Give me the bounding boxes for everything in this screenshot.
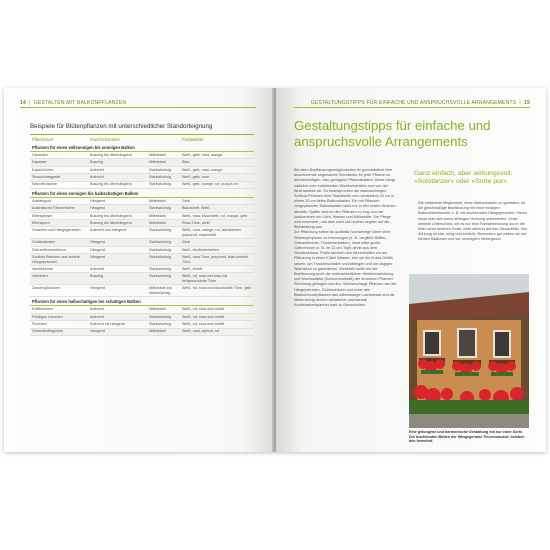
- column-header-plant: Pflanzenart: [32, 137, 54, 142]
- cell-plant: Gelandenbegonien: [32, 329, 64, 334]
- body-paragraph: Zur Pflanzung selbst ist qualitativ hochwertige Ware ohne Stresssymptome zu bevorzugen (z. B. vergilbte Blätter, Grauschimmel, Trockenschäden). Ideal wäre große Gärtnerware (z. B. im 12-cm-Topf) direkt aus dem Gewächshaus. Profis tauchen den Wurzelballen vor der Pflanzung in einen Kübel Wasser, ehe sie ihn in das Gefäß setzen, um Trockenschäden vorzubeugen und um zügiges Wachstum zu garantieren. Weiterhin sollte bei der Bepflanzung auch der unterschiedlichen Weiterentwicklung und Wuchsstärke (Konkurrenzkraft) der einzelnen Pflanzen Rechnung getragen werden. Starkwüchsige Pflanzen wie die Hängepetunien, Goldzweizahn und unter den Blattschmuckpflanzen das silberlaubige Lakritzkraut und die Mottenkönig drohen schwächer wachsende Kombinationspartner bald zu überwuchern.: [294, 230, 397, 308]
- cell-vigor: Starkwüchsig: [149, 266, 171, 271]
- cell-colors: Weiß, gelb, rosa, orange: [182, 167, 223, 172]
- cell-vigor: Mittelstark: [149, 160, 166, 165]
- right-chapter-title: GESTALTUNGSTIPPS FÜR EINFACHE UND ANSPRUCHSVOLLE ARRANGEMENTS: [310, 100, 517, 106]
- cell-plant: Kapaster: [32, 160, 47, 165]
- table-section-heading: Pflanzen für einen halbschattigen bis schattigen Balkon: [30, 297, 254, 306]
- left-page-number: 14: [20, 100, 26, 106]
- cell-growth: Aufrecht bis hängend: [90, 322, 125, 327]
- cell-growth: Buschig bis überhängend: [90, 213, 132, 218]
- cell-vigor: Mittelstark: [149, 307, 166, 312]
- cell-growth: Aufrecht: [90, 307, 104, 312]
- cell-plant: Gazanien: [32, 152, 48, 157]
- cell-colors: Weiß, violett: [182, 266, 203, 271]
- table-row: [30, 329, 254, 336]
- cell-growth: Hängend: [90, 206, 105, 211]
- cell-plant: Elfensporn: [32, 220, 50, 225]
- cell-growth: Buschig bis überhängend: [90, 182, 132, 187]
- right-running-header: GESTALTUNGSTIPPS FÜR EINFACHE UND ANSPRUCHSVOLLE ARRANGEMENTS | 15: [310, 100, 530, 106]
- table-top-rule: [30, 134, 254, 135]
- left-header-rule: [20, 107, 256, 108]
- cell-vigor: Starkwüchsig: [149, 314, 171, 319]
- cell-plant: Schneeflockenblume: [32, 247, 67, 252]
- cell-plant: Vanilleblume: [32, 266, 53, 271]
- table-row: [30, 174, 254, 181]
- table-row: [30, 266, 254, 273]
- left-chapter-title: GESTALTEN MIT BALKONPFLANZEN: [33, 100, 127, 106]
- table-row: [30, 198, 254, 205]
- cell-colors: Weiß, rot, rosa und violett: [182, 314, 224, 319]
- table-row: [30, 321, 254, 328]
- table-row: [30, 285, 254, 297]
- cell-colors: Weiß, rosa Töne, purpurrot, blau-violette Töne: [182, 254, 249, 264]
- cell-vigor: Starkwüchsig: [149, 322, 171, 327]
- cell-vigor: Mittelstark: [149, 220, 166, 225]
- cell-colors: Weiß, bis fliederfarben: [182, 247, 219, 252]
- table-row: [30, 254, 254, 266]
- page-heading: Gestaltungstipps für einfache und anspruchsvolle Arrangements: [294, 118, 491, 149]
- cell-vigor: Mittelstark: [149, 329, 166, 334]
- cell-colors: Blauviolett, Weiß: [182, 206, 210, 211]
- cell-plant: Geranien und Hängegeranien: [32, 228, 81, 233]
- table-row: [30, 167, 254, 174]
- cell-plant: Fuchsien: [32, 322, 47, 327]
- cell-plant: Elfenspiegel: [32, 213, 53, 218]
- table-row: [30, 205, 254, 212]
- table-row: [30, 182, 254, 189]
- cell-colors: Weiß, rot, rosa und violett: [182, 322, 224, 327]
- cell-growth: Aufrecht: [90, 167, 104, 172]
- cell-plant: Goldzweizahn: [32, 240, 56, 245]
- section-subheading: Ganz einfach, aber wirkungsvoll: »Solotänzer« oder »Sorte pur«: [414, 170, 513, 185]
- cell-plant: Zauberglöckchen: [32, 286, 61, 291]
- cell-vigor: Starkwüchsig: [149, 247, 171, 252]
- right-page: [276, 88, 546, 452]
- cell-plant: Wandelröschen: [32, 182, 58, 187]
- cell-growth: Buschig bis überhängend: [90, 152, 132, 157]
- photo-caption: Eine gelungene und harmonische Gestaltung mit nur einer Sorte. Die leuchtenden Blüten der Hängegeranie 'Feuercascade' beleben den Innenhof.: [409, 430, 525, 444]
- cell-colors: Blau: [182, 160, 190, 165]
- right-header-rule: [294, 107, 530, 108]
- table-row: [30, 159, 254, 166]
- cell-growth: Hängend: [90, 254, 105, 259]
- cell-colors: Weiß, rot, rosa und blauviolette Töne, gelb: [182, 286, 252, 291]
- cell-growth: Aufrecht: [90, 266, 104, 271]
- cell-plant: Edellieschen: [32, 307, 53, 312]
- cell-colors: Weiß, rot, rosa und violett: [182, 307, 224, 312]
- cell-vigor: Starkwüchsig: [149, 274, 171, 279]
- left-page: [4, 88, 274, 452]
- cell-growth: Hängend: [90, 247, 105, 252]
- cell-plant: Adelaingold: [32, 198, 52, 203]
- cell-growth: Hängend: [90, 198, 105, 203]
- body-paragraph: Bei allen Bepflanzungsmöglichkeiten ist grundsätzlich eine ausreichende sogenannte Standweite für jede Pflanze zu berücksichtigen, also genügend Pflanzabstand. Diese hängt natürlich vom individuellen Wuchscharakter und von der Wuchsstärke ab. So beanspruchen die starkwüchsigen Surfinia-Petunien eine Standweite von mindestens 20 cm in einem 20 cm tiefen Balkonkasten. Ein mit Pflanzen vollgepflanzter Balkonkasten wirkt nur in den ersten Wochen attraktiv. Später wird es den Pflanzen zu eng, und sie konkurrieren um Licht, Wasser und Nährstoffe. Die Pflege wird erschwert, und dies wirkt sich zuletzt negativ auf die Blühleistung aus.: [294, 168, 396, 230]
- cell-growth: Hängend: [90, 240, 105, 245]
- table-row: [30, 247, 254, 254]
- table-row: [30, 239, 254, 246]
- cell-vigor: Starkwüchsig: [149, 206, 171, 211]
- cell-vigor: Starkwüchsig: [149, 175, 171, 180]
- cell-growth: Buschig: [90, 160, 104, 165]
- table-row: [30, 220, 254, 227]
- cell-colors: Weiß, gelb, orange, rot, purpur-rot: [182, 182, 238, 187]
- cell-plant: Kapkörbchen: [32, 167, 54, 172]
- table-section-heading: Pflanzen für einen sonnigen bis halbschattigen Balkon: [30, 189, 254, 198]
- cell-colors: Weiß, rosa, orange, rot, lachsfarben, purpurrot, rosaviolett: [182, 228, 242, 237]
- plant-table: [30, 143, 254, 336]
- cell-plant: Fleißiges Lieschen: [32, 314, 63, 319]
- cell-plant: Australische Fächerblume: [32, 206, 75, 211]
- cell-colors: Weiß, rosa, apricot, rot: [182, 329, 220, 334]
- cell-growth: Buschig: [90, 274, 104, 279]
- cell-plant: Verbenen: [32, 274, 48, 279]
- cell-colors: Weiß, gelb, rosa: [182, 175, 209, 180]
- right-page-number: 15: [524, 100, 530, 106]
- cell-vigor: Starkwüchsig: [149, 240, 171, 245]
- side-text: Die einfachste Möglichkeit, einen Balkonkasten zu gestalten, ist die gleichmäßige Bepflanzung mit einer einzigen Balkonblumensorte z. B. mit leuchtenden Hängegeranien. Hierzu muss man sich keine strengen Ordnung unterwerfen. Jeder kleinste Unterschied, sei es nur eine Farbabweichung durch die Wahl einer anderen Sorte, wirkt störend auf das Gesamtbild. Ihre Wirkung ist klar, ruhig und schlicht. Besonders gut wirken sie auf kleinen Balkonen und vor unruhigem Hintergrund.: [418, 201, 528, 242]
- cell-colors: Gelb: [182, 240, 190, 245]
- table-row: [30, 273, 254, 285]
- cell-vigor: Starkwüchsig: [149, 167, 171, 172]
- table-row: [30, 306, 254, 313]
- courtyard-geranium-photo: [409, 274, 529, 428]
- open-book: [4, 88, 546, 452]
- cell-growth: Hängend: [90, 329, 105, 334]
- table-row: [30, 213, 254, 220]
- table-title: Beispiele für Blütenpflanzen mit unterschiedlicher Standorteignung: [30, 123, 213, 130]
- cell-plant: Strauchmargerite: [32, 175, 61, 180]
- cell-growth: Hängend: [90, 286, 105, 291]
- table-row: [30, 152, 254, 159]
- cell-vigor: Mittelstark: [149, 198, 166, 203]
- column-header-growth: Wuchscharakter: [90, 137, 121, 142]
- cell-vigor: Mittelstark: [149, 152, 166, 157]
- cell-vigor: Starkwüchsig: [149, 182, 171, 187]
- cell-plant: Surfinia-Petunien und andere Hängepetunien: [32, 254, 80, 264]
- cell-vigor: Mittelstark: [149, 213, 166, 218]
- table-section-heading: Pflanzen für einen vollsonnigen bis sonnigen Balkon: [30, 143, 254, 152]
- cell-colors: Weiß, gelb, rosa, orange: [182, 152, 223, 157]
- left-running-header: 14 | GESTALTEN MIT BALKONPFLANZEN: [20, 100, 127, 106]
- cell-colors: Rosa Töne, weiß: [182, 220, 210, 225]
- cell-colors: Weiß, rosa, blauviolett, rot, orange, gelb: [182, 213, 248, 218]
- cell-colors: Gelb: [182, 198, 190, 203]
- cell-growth: Buschig bis überhängend: [90, 220, 132, 225]
- table-row: [30, 227, 254, 239]
- table-row: [30, 314, 254, 321]
- cell-vigor: Starkwüchsig: [149, 228, 171, 233]
- cell-vigor: Starkwüchsig: [149, 254, 171, 259]
- body-text: [294, 168, 397, 308]
- cell-growth: Aufrecht und hängend: [90, 228, 127, 233]
- cell-growth: Aufrecht: [90, 175, 104, 180]
- column-header-colors: Farbpalette: [182, 137, 204, 142]
- cell-vigor: Mittelstark bis starkwüchsig: [149, 286, 172, 295]
- photo-illustration: [409, 274, 529, 428]
- cell-colors: Weiß, rot, rosa und blau-bis hellgrauviolette Töne: [182, 274, 228, 283]
- cell-growth: Aufrecht: [90, 314, 104, 319]
